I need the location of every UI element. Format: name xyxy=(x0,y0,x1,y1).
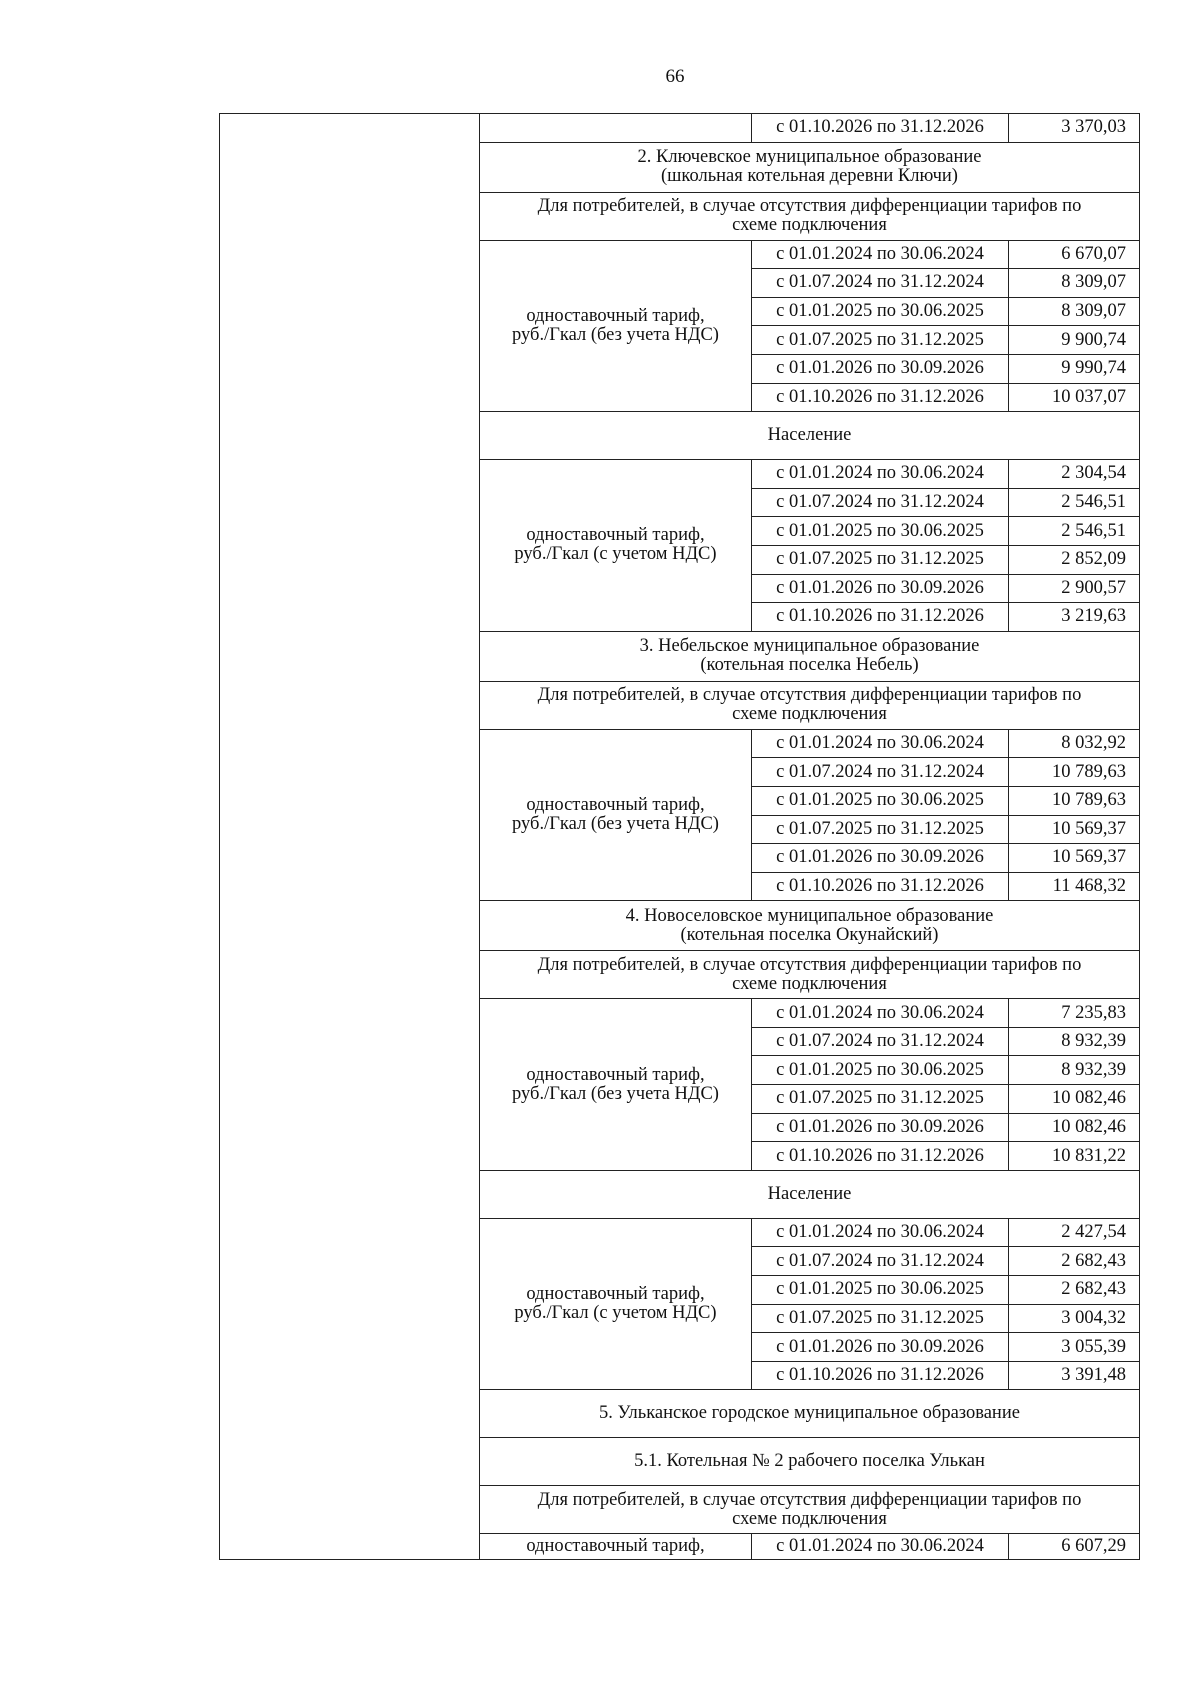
consumer-group-header xyxy=(480,1486,1140,1534)
tariff-period: с 01.01.2024 по 30.06.2024 xyxy=(752,1534,1009,1560)
left-empty-column xyxy=(220,114,480,1560)
tariff-type-line: одноставочный тариф, xyxy=(526,795,705,815)
tariff-period: с 01.01.2024 по 30.06.2024 xyxy=(752,1218,1009,1247)
tariff-period: с 01.01.2026 по 30.09.2026 xyxy=(752,1113,1009,1142)
tariff-type xyxy=(480,999,752,1171)
tariff-period: с 01.07.2024 по 31.12.2024 xyxy=(752,488,1009,517)
tariff-period: с 01.10.2026 по 31.12.2026 xyxy=(752,114,1009,143)
subsection-title: 5.1. Котельная № 2 рабочего поселка Улькан xyxy=(480,1438,1140,1486)
tariff-period: с 01.07.2025 по 31.12.2025 xyxy=(752,545,1009,574)
tariff-table xyxy=(219,113,1140,1560)
consumer-group-line: Для потребителей, в случае отсутствия дифференциации тарифов по xyxy=(537,685,1082,706)
section-subtitle-line: (котельная поселка Окунайский) xyxy=(680,924,939,945)
tariff-value: 3 370,03 xyxy=(1009,114,1140,143)
tariff-period: с 01.01.2024 по 30.06.2024 xyxy=(752,729,1009,758)
tariff-value: 10 569,37 xyxy=(1009,815,1140,844)
tariff-period: с 01.07.2025 по 31.12.2025 xyxy=(752,326,1009,355)
tariff-type xyxy=(480,729,752,901)
tariff-period: с 01.01.2025 по 30.06.2025 xyxy=(752,1276,1009,1305)
tariff-value: 8 309,07 xyxy=(1009,297,1140,326)
consumer-group-line: схеме подключения xyxy=(732,704,887,725)
tariff-value: 9 900,74 xyxy=(1009,326,1140,355)
tariff-type: одноставочный тариф, xyxy=(480,1534,752,1560)
tariff-period: с 01.01.2024 по 30.06.2024 xyxy=(752,999,1009,1028)
tariff-unit-line: руб./Гкал (с учетом НДС) xyxy=(514,1303,717,1324)
tariff-value: 3 391,48 xyxy=(1009,1361,1140,1390)
population-header: Население xyxy=(480,1170,1140,1218)
section-title xyxy=(480,631,1140,681)
tariff-value: 8 309,07 xyxy=(1009,269,1140,298)
tariff-type-line: одноставочный тариф, xyxy=(526,1064,705,1085)
tariff-value: 10 569,37 xyxy=(1009,844,1140,873)
tariff-type-line: одноставочный тариф, xyxy=(526,525,705,546)
tariff-value: 10 831,22 xyxy=(1009,1142,1140,1171)
tariff-value: 8 932,39 xyxy=(1009,1056,1140,1085)
tariff-period: с 01.01.2026 по 30.09.2026 xyxy=(752,844,1009,873)
tariff-unit-line: руб./Гкал (с учетом НДС) xyxy=(514,544,717,565)
tariff-value: 3 004,32 xyxy=(1009,1304,1140,1333)
tariff-type xyxy=(480,240,752,412)
tariff-value: 3 219,63 xyxy=(1009,603,1140,632)
tariff-value: 10 082,46 xyxy=(1009,1085,1140,1114)
tariff-period: с 01.10.2026 по 31.12.2026 xyxy=(752,603,1009,632)
tariff-unit-line: руб./Гкал (без учета НДС) xyxy=(512,1083,719,1104)
tariff-value: 2 304,54 xyxy=(1009,460,1140,489)
tariff-value: 2 852,09 xyxy=(1009,545,1140,574)
table-row xyxy=(220,114,1140,143)
tariff-type xyxy=(480,1218,752,1390)
tariff-value: 10 789,63 xyxy=(1009,758,1140,787)
tariff-value: 6 607,29 xyxy=(1009,1534,1140,1560)
tariff-value: 2 427,54 xyxy=(1009,1218,1140,1247)
tariff-type xyxy=(480,460,752,632)
consumer-group-line: схеме подключения xyxy=(732,973,887,994)
tariff-period: с 01.07.2025 по 31.12.2025 xyxy=(752,1085,1009,1114)
consumer-group-header xyxy=(480,192,1140,240)
tariff-period: с 01.07.2024 по 31.12.2024 xyxy=(752,1027,1009,1056)
tariff-type-line: одноставочный тариф, xyxy=(526,1284,705,1305)
tariff-period-cell-empty xyxy=(480,114,752,143)
section-title xyxy=(480,901,1140,951)
consumer-group-header xyxy=(480,951,1140,999)
tariff-period: с 01.01.2025 по 30.06.2025 xyxy=(752,297,1009,326)
tariff-value: 10 037,07 xyxy=(1009,383,1140,412)
tariff-value: 8 932,39 xyxy=(1009,1027,1140,1056)
tariff-period: с 01.10.2026 по 31.12.2026 xyxy=(752,383,1009,412)
section-title-line: 2. Ключевское муниципальное образование xyxy=(637,147,982,168)
tariff-period: с 01.07.2024 по 31.12.2024 xyxy=(752,269,1009,298)
tariff-period: с 01.10.2026 по 31.12.2026 xyxy=(752,872,1009,901)
tariff-period: с 01.10.2026 по 31.12.2026 xyxy=(752,1142,1009,1171)
tariff-value: 10 789,63 xyxy=(1009,786,1140,815)
tariff-unit-line: руб./Гкал (без учета НДС) xyxy=(512,324,719,345)
tariff-value: 11 468,32 xyxy=(1009,872,1140,901)
tariff-value: 6 670,07 xyxy=(1009,240,1140,269)
tariff-value: 7 235,83 xyxy=(1009,999,1140,1028)
tariff-period: с 01.10.2026 по 31.12.2026 xyxy=(752,1361,1009,1390)
tariff-period: с 01.07.2024 по 31.12.2024 xyxy=(752,1247,1009,1276)
tariff-period: с 01.07.2024 по 31.12.2024 xyxy=(752,758,1009,787)
section-title-line: 3. Небельское муниципальное образование xyxy=(639,636,980,657)
tariff-value: 2 546,51 xyxy=(1009,517,1140,546)
tariff-period: с 01.01.2026 по 30.09.2026 xyxy=(752,354,1009,383)
tariff-unit-line: руб./Гкал (без учета НДС) xyxy=(512,814,719,834)
tariff-period: с 01.07.2025 по 31.12.2025 xyxy=(752,1304,1009,1333)
page-number: 66 xyxy=(665,66,685,87)
tariff-type-line: одноставочный тариф, xyxy=(526,305,705,326)
tariff-value: 3 055,39 xyxy=(1009,1333,1140,1362)
tariff-period: с 01.01.2025 по 30.06.2025 xyxy=(752,786,1009,815)
population-header: Население xyxy=(480,412,1140,460)
tariff-period: с 01.01.2025 по 30.06.2025 xyxy=(752,517,1009,546)
tariff-period: с 01.01.2026 по 30.09.2026 xyxy=(752,1333,1009,1362)
tariff-period: с 01.01.2024 по 30.06.2024 xyxy=(752,460,1009,489)
consumer-group-line: схеме подключения xyxy=(732,215,887,236)
tariff-period: с 01.01.2025 по 30.06.2025 xyxy=(752,1056,1009,1085)
tariff-value: 2 546,51 xyxy=(1009,488,1140,517)
tariff-period: с 01.01.2026 по 30.09.2026 xyxy=(752,574,1009,603)
tariff-value: 2 900,57 xyxy=(1009,574,1140,603)
section-title xyxy=(480,142,1140,192)
section-subtitle-line: (котельная поселка Небель) xyxy=(700,655,919,676)
consumer-group-line: Для потребителей, в случае отсутствия дифференциации тарифов по xyxy=(537,196,1082,217)
consumer-group-header xyxy=(480,681,1140,729)
section-title: 5. Ульканское городское муниципальное образование xyxy=(480,1390,1140,1438)
consumer-group-line: Для потребителей, в случае отсутствия дифференциации тарифов по xyxy=(537,954,1082,975)
tariff-period: с 01.07.2025 по 31.12.2025 xyxy=(752,815,1009,844)
section-title-line: 4. Новоселовское муниципальное образование xyxy=(625,905,994,926)
tariff-value: 10 082,46 xyxy=(1009,1113,1140,1142)
tariff-value: 2 682,43 xyxy=(1009,1276,1140,1305)
tariff-value: 2 682,43 xyxy=(1009,1247,1140,1276)
section-subtitle-line: (школьная котельная деревни Ключи) xyxy=(661,166,958,187)
tariff-value: 9 990,74 xyxy=(1009,354,1140,383)
tariff-period: с 01.01.2024 по 30.06.2024 xyxy=(752,240,1009,269)
consumer-group-line: схеме подключения xyxy=(732,1508,887,1529)
consumer-group-line: Для потребителей, в случае отсутствия дифференциации тарифов по xyxy=(537,1489,1082,1510)
tariff-value: 8 032,92 xyxy=(1009,729,1140,758)
